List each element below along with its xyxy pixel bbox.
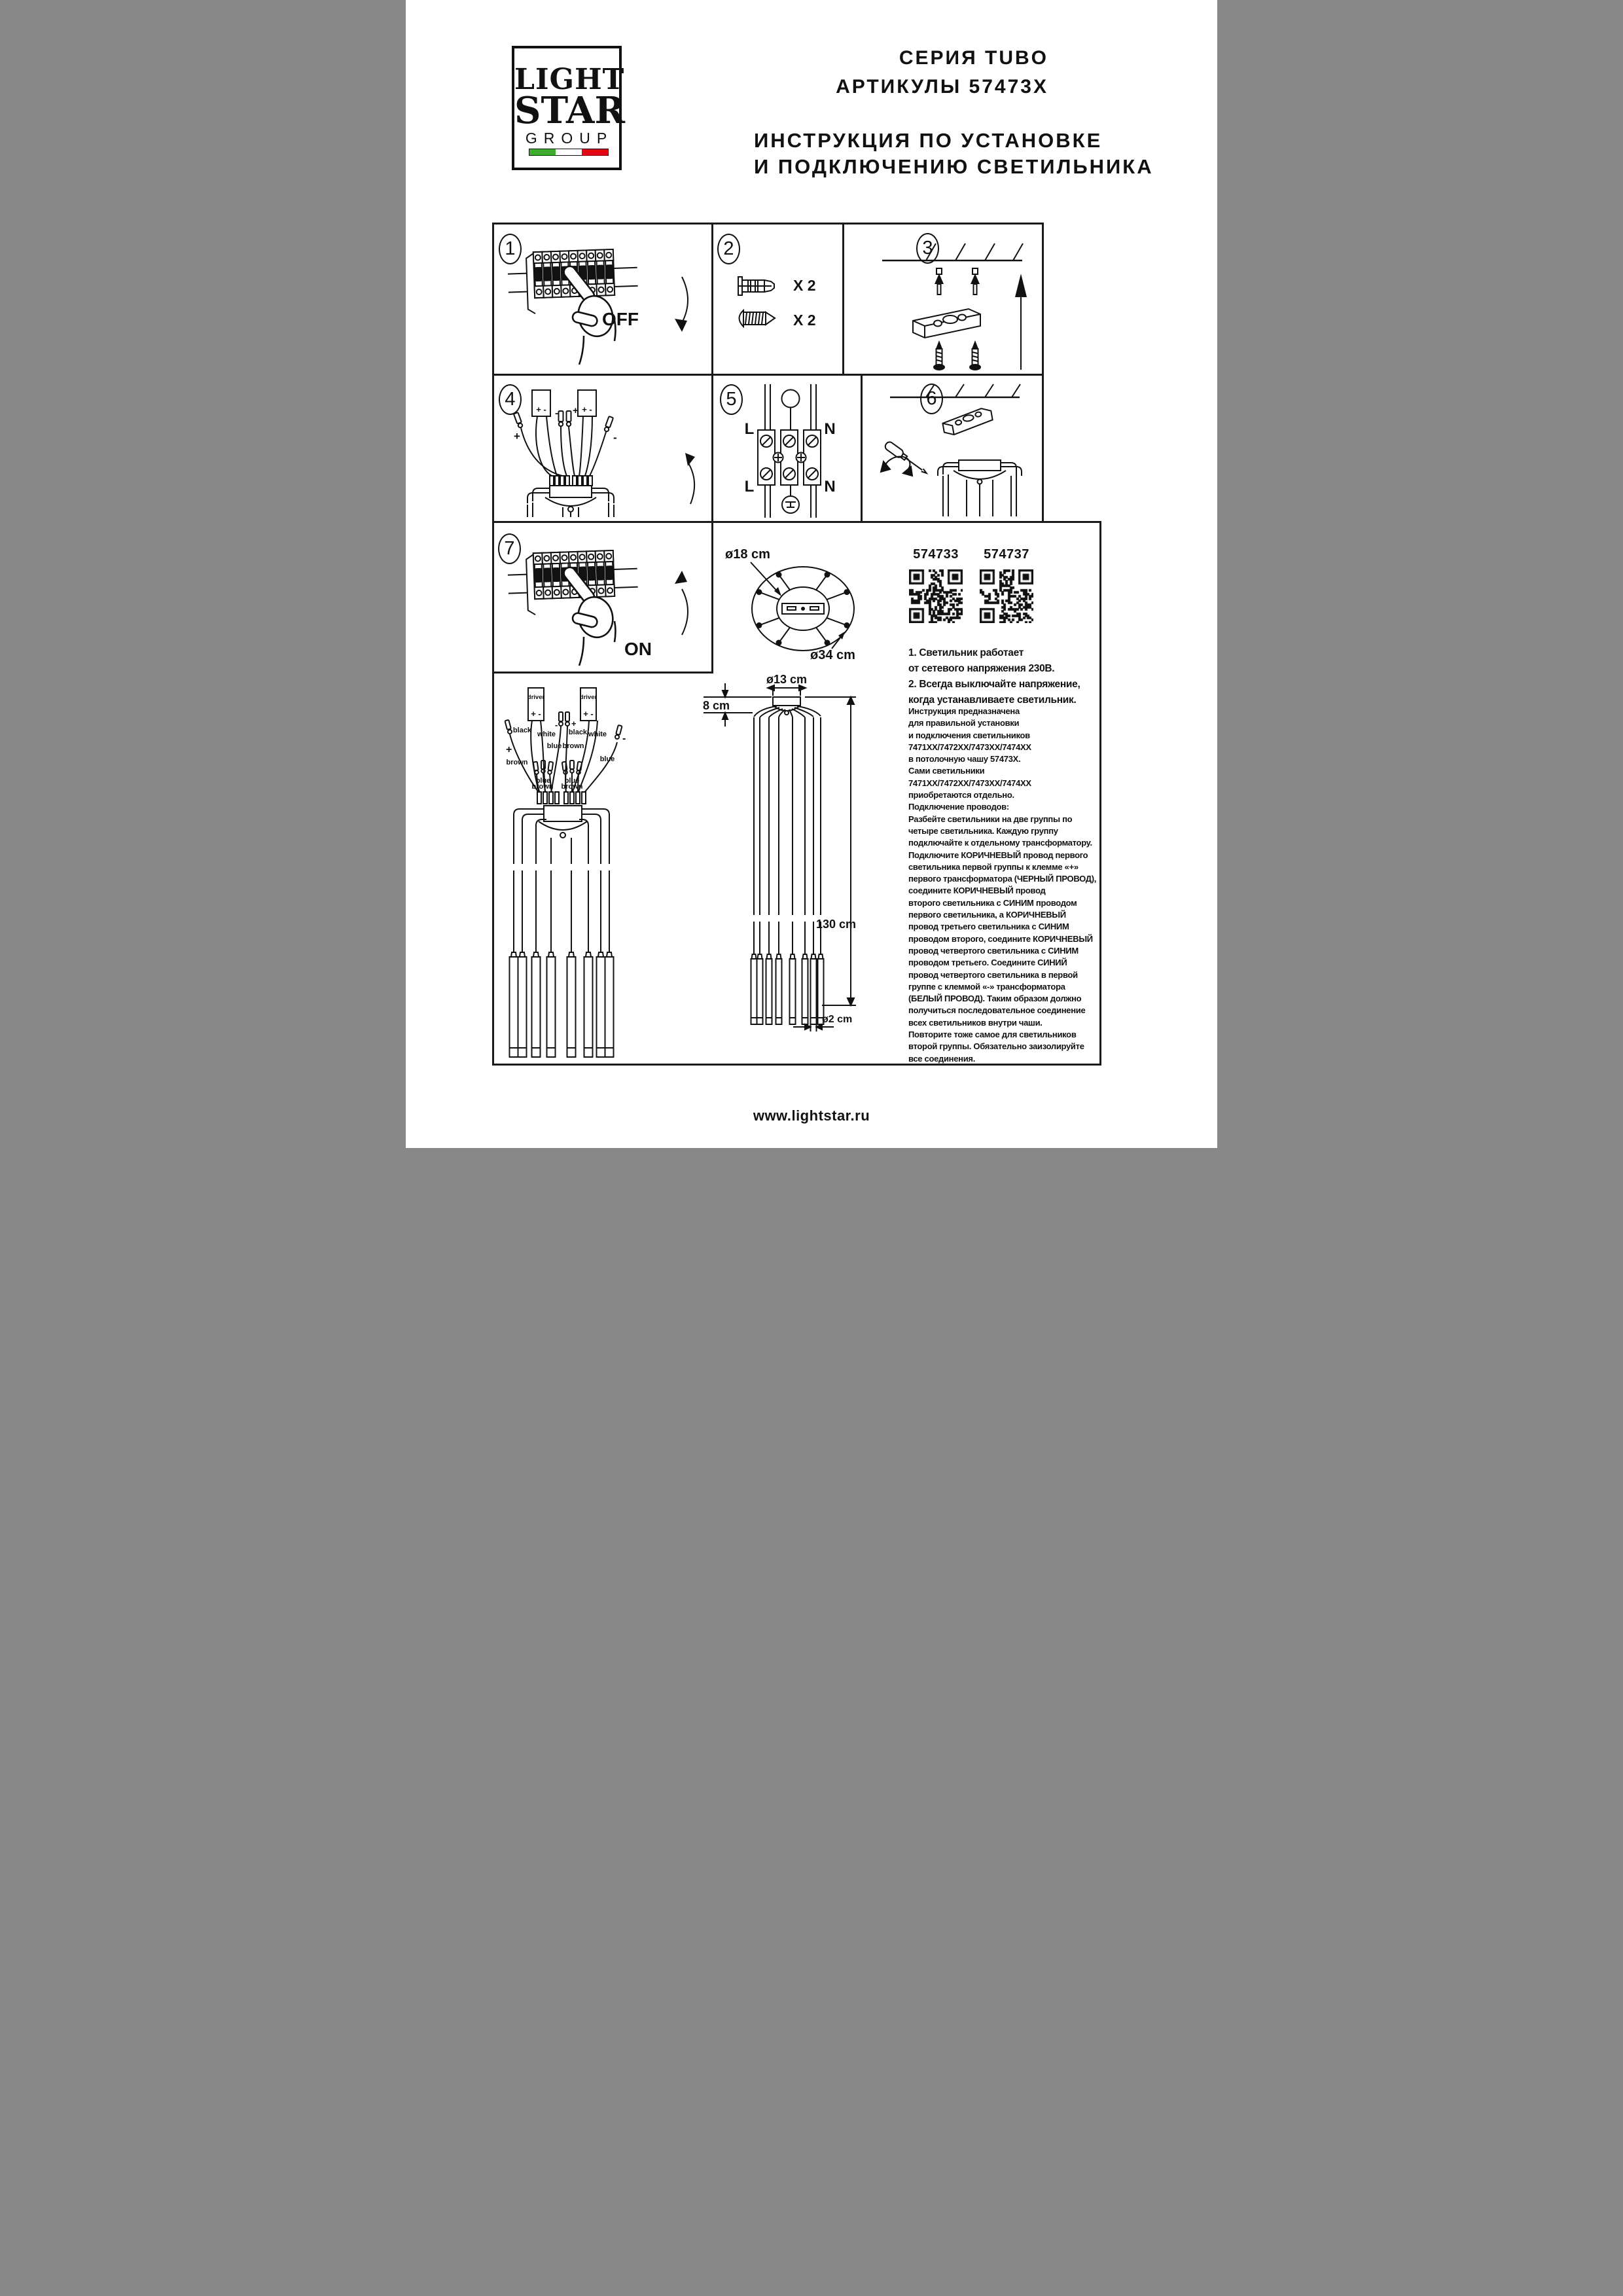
articles-title: АРТИКУЛЫ 57473X — [836, 76, 1048, 98]
svg-text:black: black — [512, 726, 532, 734]
article-number-2: 574737 — [984, 547, 1029, 562]
note-line: 2. Всегда выключайте напряжение, — [908, 679, 1080, 690]
instruction-line: все соединения. — [908, 1053, 976, 1064]
driver-polarity: + - — [536, 404, 546, 414]
instruction-line: Сами светильники — [908, 766, 985, 776]
plus-label: + — [571, 719, 577, 728]
neutral-label: N — [824, 420, 836, 438]
arrow-up-icon — [682, 589, 688, 635]
instruction-line: первого трансформатора (ЧЕРНЫЙ ПРОВОД), — [908, 874, 1097, 884]
screw-icon — [740, 310, 776, 327]
instruction-line: приобретаются отдельно. — [908, 790, 1014, 800]
article-number-1: 574733 — [913, 547, 959, 562]
note-line: 1. Светильник работает — [908, 647, 1024, 658]
screw-up-icon — [933, 340, 981, 370]
instruction-line: группе с клеммой «-» трансформатора — [908, 981, 1065, 992]
suspension-wires — [754, 717, 821, 959]
instruction-line: второго светильника с СИНИМ проводом — [908, 897, 1077, 908]
line-label: L — [744, 478, 755, 495]
cup-diameter-label: ø13 cm — [766, 673, 808, 686]
flag-red — [582, 149, 608, 155]
instruction-sheet — [406, 0, 1217, 1148]
grid-line — [842, 223, 844, 374]
note-line: когда устанавливаете светильник. — [908, 694, 1077, 706]
step-7-number: 7 — [498, 533, 521, 564]
lightstar-logo — [512, 46, 626, 170]
neutral-label: N — [824, 478, 836, 495]
step-3-diagram-mounting — [864, 236, 1035, 383]
note-line: от сетевого напряжения 230В. — [908, 663, 1055, 674]
grid-line — [1042, 223, 1044, 523]
series-title: СЕРИЯ TUBO — [899, 47, 1048, 69]
logo-star: STAR — [514, 89, 626, 132]
canopy-icon — [514, 806, 609, 838]
plus-label: + — [506, 744, 512, 755]
driver-polarity: + - — [582, 404, 592, 414]
instruction-line: провод четвертого светильника в первой — [908, 969, 1078, 980]
cup-knob — [785, 711, 789, 715]
pendant-tubes — [751, 954, 824, 1024]
step-1-number: 1 — [499, 234, 522, 264]
minus-label: - — [622, 733, 626, 744]
pendant-dimensions-diagram — [694, 673, 870, 1066]
step-4-number: 4 — [499, 384, 522, 415]
bracket-icon — [941, 407, 993, 437]
terminal-block-icon — [758, 430, 821, 485]
wires — [521, 416, 606, 476]
arrow-down-icon — [682, 277, 688, 323]
grid-line — [492, 521, 1101, 523]
arrow-up-head — [675, 571, 687, 584]
svg-text:brown: brown — [562, 742, 584, 750]
step-6-number: 6 — [920, 384, 943, 414]
svg-text:brown: brown — [531, 783, 554, 791]
instruction-line: светильника первой группы к клемме «+» — [908, 861, 1079, 872]
wire-terminal-icon — [514, 411, 613, 432]
instruction-line: подключайте к отдельному трансформатору. — [908, 838, 1092, 848]
step-1-diagram-breaker-off — [504, 232, 708, 373]
logo-group: GROUP — [525, 130, 614, 147]
flag-green — [529, 149, 556, 155]
dowel-icon — [738, 277, 774, 295]
anchor-icon — [935, 268, 980, 295]
tube-diameter-label: ø2 cm — [822, 1014, 853, 1025]
leader-line — [751, 562, 779, 593]
driver-label: driver — [579, 694, 597, 701]
instruction-line: Повторите тоже самое для светильников — [908, 1030, 1077, 1040]
screw-qty-label: X 2 — [793, 312, 816, 329]
flag-white — [556, 149, 582, 155]
canopy-icon — [938, 460, 1022, 516]
instruction-line: Подключите КОРИЧНЕВЫЙ провод первого — [908, 850, 1088, 860]
driver-polarity: + - — [583, 709, 594, 719]
step-3-number: 3 — [916, 233, 939, 264]
off-label: OFF — [602, 309, 639, 329]
dowel-qty-label: X 2 — [793, 277, 816, 294]
instruction-line: Разбейте светильники на две группы по — [908, 814, 1073, 824]
minus-label: - — [613, 431, 617, 444]
instruction-line: 7471XX/7472XX/7473XX/7474XX — [908, 778, 1031, 788]
instruction-line: для правильной установки — [908, 718, 1020, 728]
lamp-symbol-icon — [782, 390, 800, 408]
logo-light: LIGHT — [514, 63, 625, 96]
plus-label: + — [514, 430, 520, 442]
installation-instructions — [908, 706, 1102, 1065]
step-2-diagram-hardware — [720, 236, 838, 367]
driver-polarity: + - — [531, 709, 541, 719]
svg-text:black: black — [568, 728, 588, 736]
arrow-curved-icon — [688, 462, 694, 504]
svg-text:brown: brown — [561, 783, 583, 791]
ceiling-icon — [882, 243, 1023, 260]
svg-text:blue: blue — [535, 777, 551, 785]
outer-diameter-label: ø34 cm — [810, 648, 855, 662]
instruction-line: в потолочную чашу 57473X. — [908, 754, 1021, 764]
arrow-curved-head — [685, 453, 695, 466]
inner-diameter-label: ø18 cm — [725, 547, 770, 562]
step-6-diagram-fixing — [864, 383, 1035, 518]
svg-text:blue: blue — [564, 777, 580, 785]
top-view-diagram — [704, 527, 880, 677]
center-bar — [782, 603, 824, 614]
minus-label: - — [555, 720, 558, 730]
instruction-line: соедините КОРИЧНЕВЫЙ провод — [908, 886, 1046, 896]
qr-code-574737 — [980, 569, 1033, 623]
driver-label: driver — [527, 694, 545, 701]
page-title-line2: И ПОДКЛЮЧЕНИЮ СВЕТИЛЬНИКА — [754, 155, 1154, 178]
height-8-label: 8 cm — [703, 699, 730, 712]
instruction-line: 7471XX/7472XX/7473XX/7474XX — [908, 742, 1031, 752]
page-title-line1: ИНСТРУКЦИЯ ПО УСТАНОВКЕ — [754, 129, 1103, 152]
pendant-tubes — [510, 952, 614, 1057]
ground-symbol-icon — [782, 496, 799, 513]
line-label: L — [744, 420, 755, 438]
svg-text:blue: blue — [599, 755, 615, 763]
suspension-wires — [514, 824, 609, 952]
website-url: www.lightstar.ru — [753, 1107, 870, 1124]
safety-notes — [908, 645, 1080, 708]
crimp-connectors — [537, 792, 586, 804]
ceiling-cup — [773, 697, 800, 706]
instruction-line: и подключения светильников — [908, 730, 1030, 740]
arrow-up-head — [1015, 274, 1027, 297]
instruction-line: всех светильников внутри чаши. — [908, 1017, 1043, 1028]
on-label: ON — [624, 639, 652, 659]
italian-flag-icon — [529, 149, 609, 156]
canopy-icon — [527, 486, 614, 517]
instruction-line: Подключение проводов: — [908, 802, 1009, 812]
grid-line — [861, 374, 863, 521]
grid-line — [492, 223, 494, 1066]
rotate-arrow-icon — [881, 457, 912, 476]
step-7-diagram-breaker-on — [504, 533, 708, 674]
instruction-line: первого светильника, а КОРИЧНЕВЫЙ — [908, 910, 1066, 920]
step-5-number: 5 — [720, 384, 743, 415]
instruction-line: провод четвертого светильника с СИНИМ — [908, 945, 1079, 956]
instruction-line: четыре светильника. Каждую группу — [908, 825, 1058, 836]
grid-line — [492, 223, 1044, 224]
instruction-line: проводом второго, соедините КОРИЧНЕВЫЙ — [908, 933, 1093, 944]
driver-wiring-diagram — [497, 674, 713, 1064]
instruction-line: (БЕЛЫЙ ПРОВОД). Таким образом должно — [908, 994, 1082, 1004]
bracket-icon — [913, 309, 980, 338]
svg-text:white: white — [588, 730, 607, 738]
step-5-diagram-terminal — [723, 383, 857, 519]
svg-text:white: white — [537, 730, 556, 738]
dim-13 — [768, 685, 806, 696]
step-2-number: 2 — [717, 234, 740, 264]
instruction-line: получиться последовательное соединение — [908, 1005, 1086, 1016]
instruction-line: проводом третьего. Соедините СИНИЙ — [908, 958, 1067, 968]
plus-label: + — [573, 405, 579, 416]
length-130-label: 130 cm — [815, 918, 856, 931]
instruction-line: Инструкция предназначена — [908, 706, 1020, 716]
step-4-diagram-wiring — [501, 380, 707, 518]
instruction-line: второй группы. Обязательно заизолируйте — [908, 1041, 1084, 1052]
ceiling-icon — [890, 384, 1020, 397]
arrow-down-head — [675, 319, 687, 332]
crimp-connectors — [550, 476, 592, 486]
instruction-line: провод третьего светильника с СИНИМ — [908, 922, 1069, 932]
svg-text:blue: blue — [546, 742, 562, 750]
qr-code-574733 — [909, 569, 963, 623]
svg-text:brown: brown — [506, 759, 528, 766]
minus-label: - — [555, 408, 558, 419]
